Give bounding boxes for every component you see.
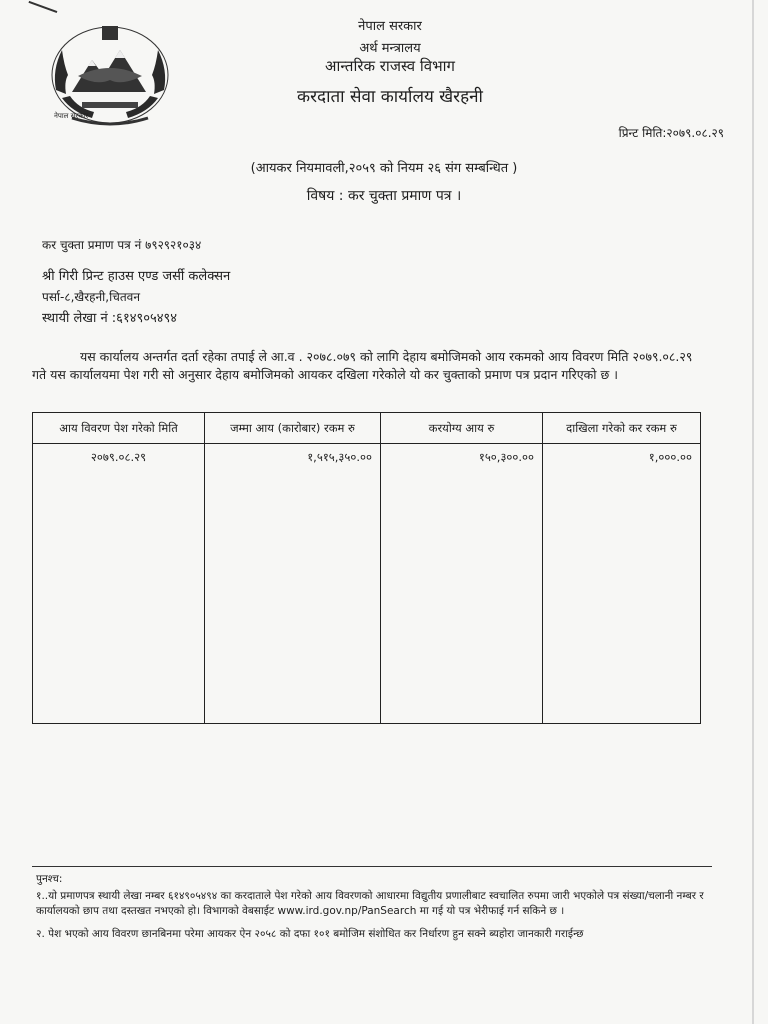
- col-header-taxable-income: करयोग्य आय रु: [381, 413, 543, 444]
- col-header-filing-date: आय विवरण पेश गरेको मिति: [33, 413, 205, 444]
- header-department: आन्तरिक राजस्व विभाग: [324, 57, 455, 75]
- cell-total-income: १,५१५,३५०.००: [205, 444, 381, 724]
- note-item-1: १..यो प्रमाणपत्र स्थायी लेखा नम्बर ६१४९०५४९४ का करदाताले पेश गरेको आय विवरणको आधारमा विद्युतीय प्रणालीबाट स्वचालित रुपमा जारी भएकोले पत्र संख्या/चलानी नम्बर र कार्यालयको छाप तथा दस्तखत नभएको हो। विभागको वेबसाईट www.ird.gov.np/PanSearch मा गई यो पत्र भेरीफाई गर्न सकिने छ ।: [36, 890, 704, 917]
- header-ministry: अर्थ मन्त्रालय: [359, 41, 421, 56]
- certificate-body-text: यस कार्यालय अन्तर्गत दर्ता रहेका तपाई ले आ.व . २०७८.०७९ को लागि देहाय बमोजिमको आय रकमको आय विवरण मिति २०७९.०८.२९ गते यस कार्यालयमा पेश गरी सो अनुसार देहाय बमोजिमको आयकर दखिला गरेकोले यो कर चुक्ताको प्रमाण पत्र प्रदान गरिएको छ ।: [32, 349, 693, 382]
- cell-filing-date: २०७९.०८.२९: [33, 444, 205, 724]
- table-row: [33, 444, 701, 724]
- certificate-number: कर चुक्ता प्रमाण पत्र नं ७९२९२१०३४: [42, 238, 202, 252]
- rule-reference: (आयकर नियमावली,२०५९ को नियम २६ संग सम्बन्धित ): [250, 161, 518, 176]
- scan-mark: [29, 1, 58, 13]
- emblem-caption: नेपाल सरकार: [54, 112, 89, 120]
- subject-line: विषय : कर चुक्ता प्रमाण पत्र ।: [306, 188, 462, 204]
- col-header-tax-paid: दाखिला गरेको कर रकम रु: [543, 413, 701, 444]
- print-date: प्रिन्ट मिति:२०७९.०८.२९: [618, 126, 724, 140]
- header-office: करदाता सेवा कार्यालय खैरहनी: [297, 87, 483, 107]
- tax-details-table: [32, 412, 701, 724]
- table-header-row: [33, 413, 701, 444]
- taxpayer-pan: स्थायी लेखा नं :६१४९०५४९४: [42, 311, 178, 326]
- taxpayer-name: श्री गिरी प्रिन्ट हाउस एण्ड जर्सी कलेक्सन: [42, 269, 231, 284]
- cell-tax-paid: १,०००.००: [543, 444, 701, 724]
- taxpayer-address: पर्सा-८,खैरहनी,चितवन: [42, 290, 140, 304]
- scan-edge: [752, 0, 754, 1024]
- notes-section: [36, 872, 712, 942]
- cell-taxable-income: १५०,३००.००: [381, 444, 543, 724]
- header-government: नेपाल सरकार: [358, 19, 422, 34]
- note-item-2: २. पेश भएको आय विवरण छानबिनमा परेमा आयकर ऐन २०५८ को दफा १०१ बमोजिम संशोधित कर निर्धारण हुन सक्ने ब्यहोरा जानकारी गराईन्छ: [36, 928, 584, 940]
- notes-heading: पुनश्च:: [36, 873, 63, 885]
- col-header-total-income: जम्मा आय (कारोबार) रकम रु: [205, 413, 381, 444]
- notes-divider: [32, 866, 712, 867]
